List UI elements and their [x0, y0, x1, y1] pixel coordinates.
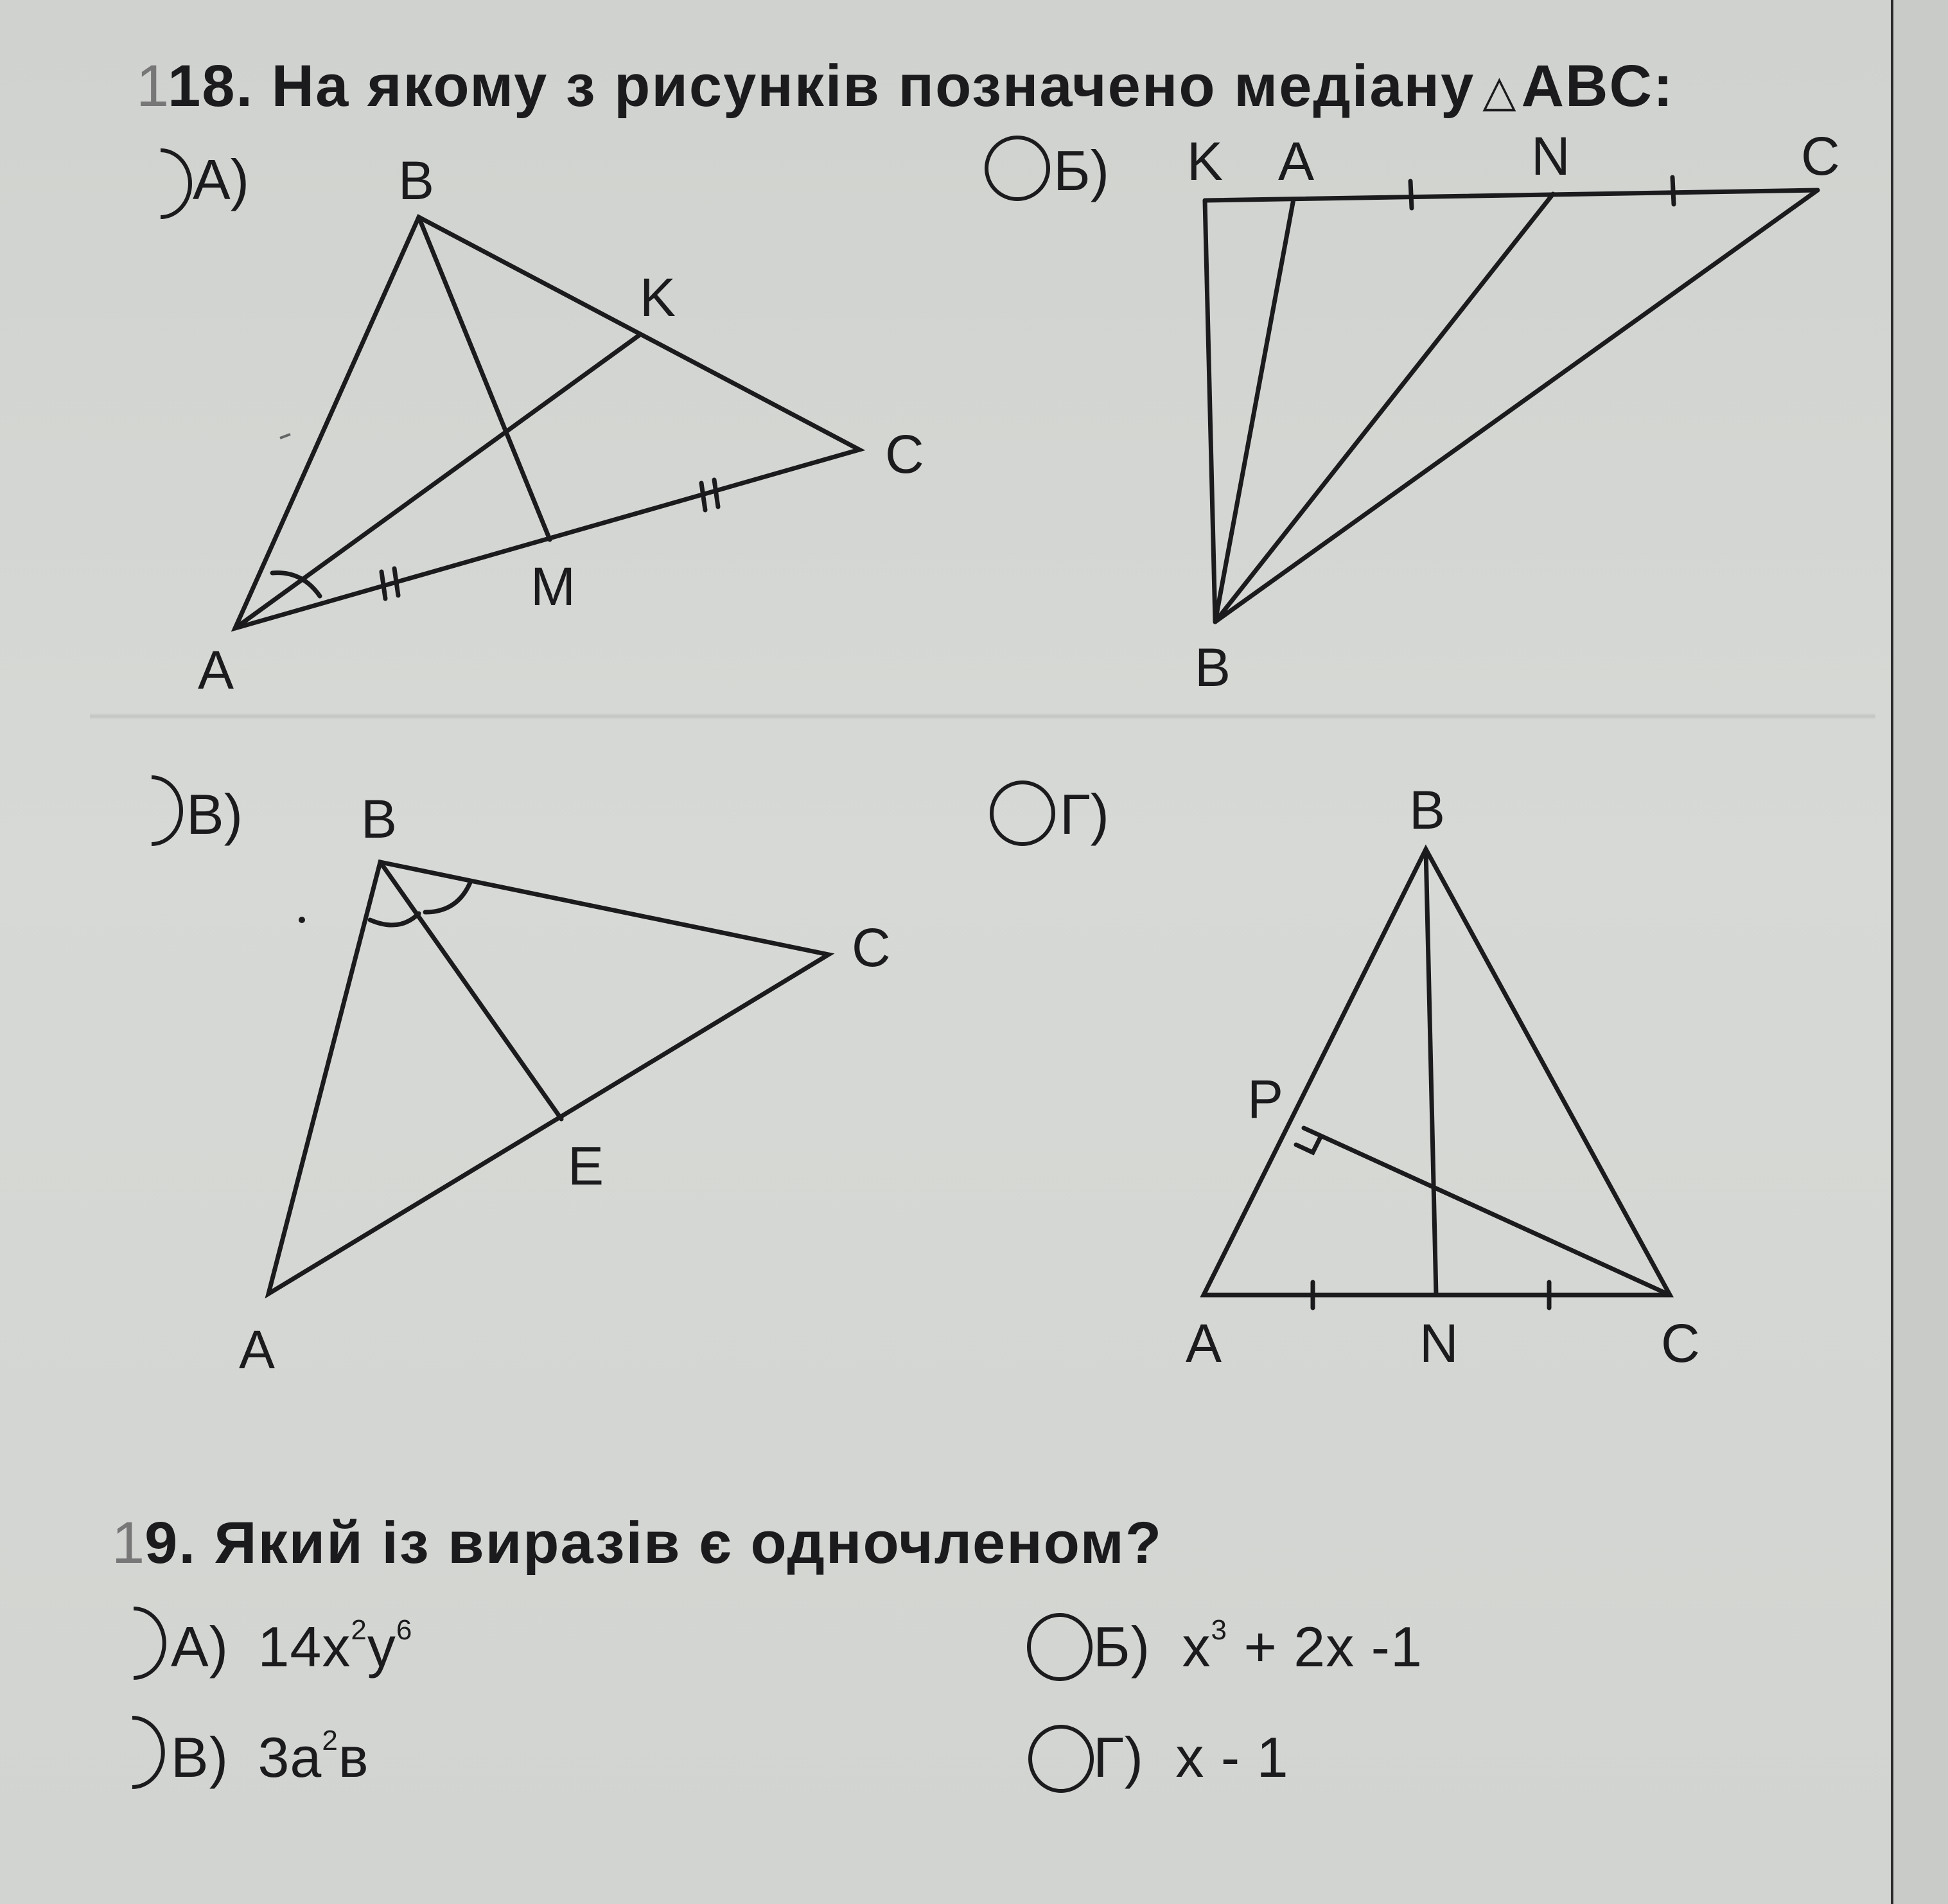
question-18-triangle-name: ABC:	[1521, 53, 1674, 119]
figure-a-label-k: K	[640, 267, 676, 328]
figure-g-label-n: N	[1419, 1313, 1459, 1373]
figure-b-label-n: N	[1531, 126, 1570, 186]
figure-g-right-angle	[1296, 1137, 1321, 1152]
q19-option-b	[1093, 1614, 1423, 1679]
figure-a-label-m: M	[531, 556, 575, 617]
q19-option-a	[171, 1614, 413, 1679]
expr-part: 14x	[258, 1615, 351, 1679]
expr-part: y	[367, 1615, 396, 1679]
figure-g-label-b: B	[1409, 780, 1446, 840]
figure-b-label-c: C	[1801, 126, 1840, 186]
q19-option-b-label: Б)	[1093, 1615, 1151, 1679]
question-18-number: 18.	[168, 53, 254, 119]
question-19-text: Який із виразів є одночленом?	[214, 1510, 1163, 1576]
figure-g-label-c: C	[1661, 1313, 1700, 1373]
figure-a-label-c: C	[885, 424, 924, 484]
expr-part: + 2x -1	[1227, 1615, 1423, 1679]
figure-b-label-b: B	[1195, 637, 1231, 698]
figure-v-label-a: A	[239, 1319, 276, 1380]
option-a-label: А)	[193, 148, 249, 211]
q19-option-v	[171, 1725, 369, 1789]
figure-g-median-bn	[1426, 849, 1436, 1295]
expr-exponent: 2	[351, 1614, 367, 1646]
expr-exponent: 3	[1211, 1614, 1227, 1646]
question-19-number: 9.	[145, 1510, 197, 1576]
expr-part: 3a	[258, 1725, 322, 1789]
figure-g-label-a: A	[1186, 1313, 1222, 1373]
question-18-title: 118. На якому з рисунків позначено медіану △ABC:	[136, 53, 1674, 119]
q19-option-g-label: Г)	[1093, 1725, 1144, 1789]
figure-b-label-a: A	[1278, 131, 1315, 191]
q19-option-a-label: А)	[171, 1615, 229, 1679]
figure-b-label-k: K	[1187, 131, 1224, 191]
option-b-label: Б)	[1053, 139, 1110, 202]
figure-v-label-e: E	[568, 1136, 604, 1196]
option-v-label: В)	[186, 782, 243, 846]
figure-g-label-p: P	[1247, 1069, 1284, 1129]
q19-option-v-expr	[258, 1725, 369, 1789]
figure-g-altitude-cp	[1304, 1128, 1670, 1295]
figure-v-label-c: C	[852, 917, 891, 978]
expr-part: x	[1182, 1615, 1211, 1679]
figure-a-label-a: A	[198, 640, 234, 700]
figure-a-label-b: B	[398, 150, 435, 211]
q19-option-g-expr: x - 1	[1175, 1725, 1289, 1789]
figure-v-label-b: B	[361, 789, 398, 849]
q19-option-b-expr	[1182, 1615, 1423, 1679]
question-18-text: На якому з рисунків позначено медіану	[271, 53, 1475, 119]
question-19-title: 19. Який із виразів є одночленом?	[112, 1510, 1163, 1576]
q19-option-g	[1093, 1725, 1289, 1789]
expr-exponent: 6	[396, 1614, 413, 1646]
option-g-label: Г)	[1060, 782, 1109, 846]
q19-option-v-label: В)	[171, 1725, 229, 1789]
expr-exponent: 2	[322, 1725, 338, 1756]
triangle-icon: △	[1482, 67, 1518, 116]
q19-option-a-expr	[258, 1615, 412, 1679]
expr-part: в	[338, 1725, 369, 1789]
